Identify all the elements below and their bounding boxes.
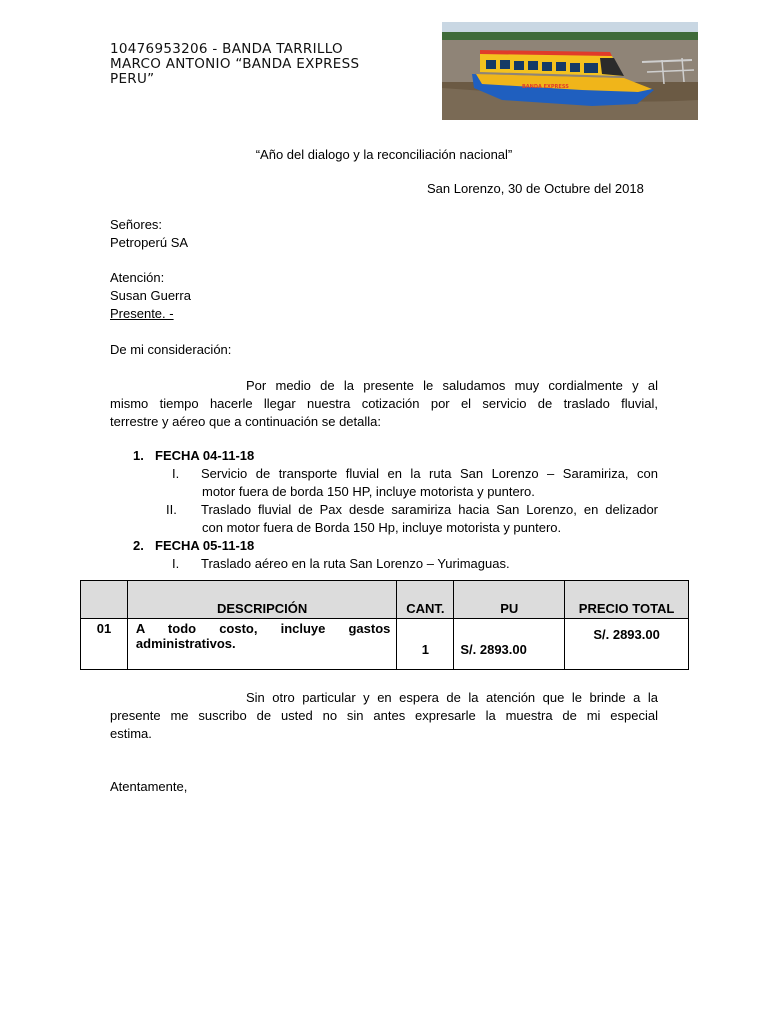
col-header-num	[81, 581, 128, 619]
item-2-sub-1-line-1: Traslado aéreo en la ruta San Lorenzo – Yurimaguas.	[201, 556, 510, 571]
row-unit-price: S/. 2893.00	[454, 619, 565, 670]
table-row	[81, 619, 689, 670]
item-1-sub-2-line-2: con motor fuera de Borda 150 Hp, incluye motorista y puntero.	[202, 520, 562, 535]
signoff: Atentamente,	[110, 779, 188, 794]
col-header-total-price: PRECIO TOTAL	[565, 581, 689, 619]
item-1-sub-1-roman: I.	[172, 466, 180, 481]
salutation: Señores:	[110, 217, 163, 232]
col-header-quantity: CANT.	[397, 581, 454, 619]
col-header-description: DESCRIPCIÓN	[127, 581, 396, 619]
company-name-line-3: PERU”	[110, 71, 155, 87]
company-name-line-1: 10476953206 - BANDA TARRILLO	[110, 41, 343, 57]
intro-line-3: terrestre y aéreo que a continuación se detalla:	[110, 414, 382, 429]
item-2-sub-1-roman: I.	[172, 556, 180, 571]
item-1-sub-2-roman: II.	[166, 502, 177, 517]
row-description-line-2: administrativos.	[135, 636, 236, 651]
item-2-label: FECHA 05-11-18	[155, 538, 255, 553]
presente-line: Presente. -	[110, 306, 174, 321]
motto: “Año del dialogo y la reconciliación nacional”	[255, 147, 513, 162]
dateline: San Lorenzo, 30 de Octubre del 2018	[427, 181, 644, 196]
table-header-row	[81, 581, 689, 619]
row-description-line-1: A todo costo, incluye gastos	[135, 621, 391, 636]
row-number: 01	[81, 619, 128, 670]
item-1-label: FECHA 04-11-18	[155, 448, 255, 463]
item-1-sub-2-line-1: Traslado fluvial de Pax desde saramiriza hacia San Lorenzo, en delizador	[201, 502, 658, 517]
col-header-unit-price: PU	[454, 581, 565, 619]
recipient-company: Petroperú SA	[110, 235, 189, 250]
item-2-number: 2.	[133, 538, 144, 553]
company-name-line-2: MARCO ANTONIO “BANDA EXPRESS	[110, 56, 360, 72]
item-1-number: 1.	[133, 448, 144, 463]
intro-line-2: mismo tiempo hacerle llegar nuestra cotización por el servicio de traslado fluvial,	[110, 396, 658, 411]
closing-line-1: Sin otro particular y en espera de la atención que le brinde a la	[246, 690, 658, 705]
item-1-sub-1-line-1: Servicio de transporte fluvial en la ruta San Lorenzo – Saramiriza, con	[201, 466, 658, 481]
row-total-price: S/. 2893.00	[565, 619, 689, 670]
quote-table	[80, 580, 689, 670]
company-name	[110, 42, 430, 87]
boat-photo-illustration	[442, 22, 698, 120]
intro-line-1: Por medio de la presente le saludamos muy cordialmente y al	[246, 378, 658, 393]
greeting: De mi consideración:	[110, 342, 232, 357]
closing-line-2: presente me suscribo de usted no sin antes expresarle la muestra de mi especial	[110, 708, 658, 723]
attention-label: Atención:	[110, 270, 165, 285]
attention-name: Susan Guerra	[110, 288, 191, 303]
item-1-sub-1-line-2: motor fuera de borda 150 HP, incluye motorista y puntero.	[202, 484, 535, 499]
boat-hull-text: BANDA EXPRESS	[522, 84, 569, 90]
row-description	[127, 619, 396, 670]
row-quantity: 1	[397, 619, 454, 670]
boat-photo	[442, 22, 698, 120]
closing-line-3: estima.	[110, 726, 152, 741]
